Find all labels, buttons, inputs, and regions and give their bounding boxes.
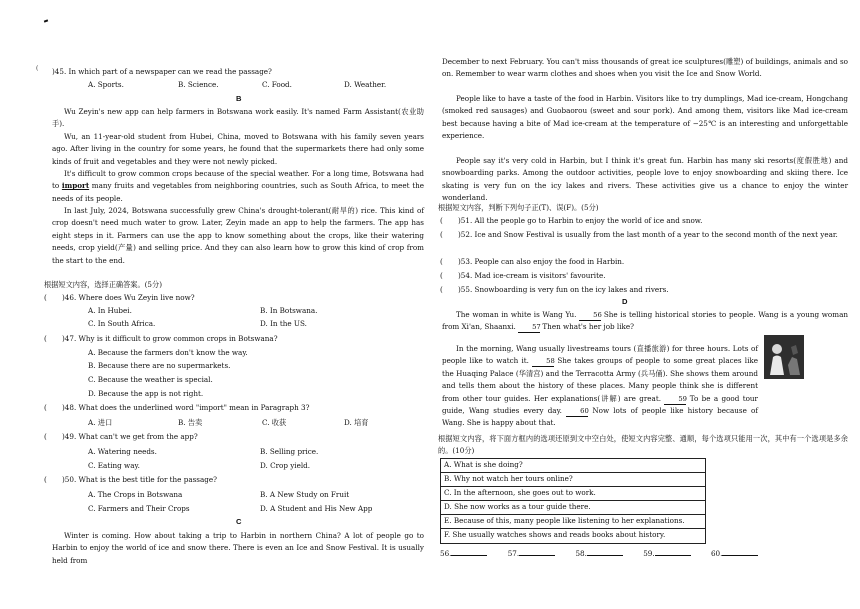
passage-d-para-2: In the morning, Wang usually livestreams tours (直播旅游) for three hours. Lots of people like to watch it. 58 She takes groups of people to some great places like the Huaqing Palace (华清宫) and the Terracotta Army (兵马俑). She shows them around and tells them about the history of these places. Many people think she is different from other tour guides. Her explanations(讲解) are great. 59 To be a good tour guide, Wang studies every day. 60 Now lots of people like history because of Wang. She is happy about that.: [442, 344, 758, 428]
answer-label-57: 57.: [507, 549, 520, 558]
q45-option-b: B. Science.: [178, 80, 219, 89]
passage-c-start: Winter is coming. How about taking a trip to Harbin in northern China? A lot of people go to Harbin to enjoy the world of ice and snow there. There is even an Ice and Snow Festival. It is usually held from: [52, 531, 424, 565]
question-54: )54. Mad ice-cream is visitors' favourite.: [458, 271, 606, 280]
question-48: )48. What does the underlined word "import" mean in Paragraph 3?: [62, 403, 310, 412]
options-box: [440, 458, 706, 544]
margin-paren: (: [36, 65, 39, 72]
passage-b-para-1: Wu Zeyin's new app can help farmers in Botswana work easily. It's named Farm Assistant(农业助手).: [52, 107, 424, 129]
q51-paren: (: [440, 216, 443, 225]
instruction-d: 根据短文内容，将下面方框内的选项还原到文中空白处，使短文内容完整、通顺，每个选项只能用一次，其中有一个选项是多余的。(10分): [438, 434, 848, 456]
q50-option-d: D. A Student and His New App: [260, 504, 373, 513]
q49-option-c: C. Eating way.: [88, 461, 140, 470]
section-b-heading: B: [236, 94, 242, 103]
box-option-b: B. Why not watch her tours online?: [441, 473, 705, 487]
q52-paren: (: [440, 230, 443, 239]
q55-paren: (: [440, 285, 443, 294]
q46-option-c: C. In South Africa.: [88, 319, 156, 328]
blank-60[interactable]: 60: [566, 407, 588, 417]
blank-59[interactable]: 59: [664, 395, 686, 405]
passage-b-para-2: Wu, an 11-year-old student from Hubei, China, moved to Botswana with his family seven years ago. After living in the country for some years, he found that the supermarkets there had only some kinds of fruit and vegetables and they were not newly picked.: [52, 132, 424, 166]
q49-option-a: A. Watering needs.: [88, 447, 157, 456]
q47-option-a: A. Because the farmers don't know the way.: [88, 348, 248, 357]
box-option-e: E. Because of this, many people like listening to her explanations.: [441, 515, 705, 529]
question-52: )52. Ice and Snow Festival is usually from the last month of a year to the second month of the next year.: [458, 230, 838, 239]
answer-blank-56[interactable]: [451, 555, 487, 556]
q48-option-c: C. 收获: [262, 418, 287, 427]
q45-option-c: C. Food.: [262, 80, 292, 89]
question-49: )49. What can't we get from the app?: [62, 432, 198, 441]
answer-blank-60[interactable]: [722, 555, 758, 556]
q46-paren: (: [44, 293, 47, 302]
import-underlined: import: [61, 181, 90, 191]
q47-option-c: C. Because the weather is special.: [88, 375, 213, 384]
passage-b-para-3: It's difficult to grow common crops because of the special weather. For a long time, Botswana had to import many fruits and vegetables from neighboring countries, such as South Africa, to meet the needs of its people.: [52, 169, 424, 203]
q49-option-d: D. Crop yield.: [260, 461, 311, 470]
q50-option-b: B. A New Study on Fruit: [260, 490, 350, 499]
section-d-heading: D: [622, 297, 628, 306]
q47-option-b: B. Because there are no supermarkets.: [88, 361, 231, 370]
answer-line: [440, 548, 758, 560]
answer-label-59: 59.: [643, 549, 655, 558]
q46-option-d: D. In the US.: [260, 319, 307, 328]
q46-option-b: B. In Botswana.: [260, 306, 318, 315]
photo-figure-art: [764, 335, 804, 379]
box-option-c: C. In the afternoon, she goes out to work.: [441, 487, 705, 501]
answer-label-56: 56.: [440, 549, 452, 558]
blank-58[interactable]: 58: [532, 357, 554, 367]
instruction-c: 根据短文内容，判断下列句子正(T)、误(F)。(5分): [438, 203, 599, 212]
q45-option-d: D. Weather.: [344, 80, 387, 89]
question-53: )53. People can also enjoy the food in Harbin.: [458, 257, 625, 266]
tour-guide-photo: [764, 335, 804, 379]
right-column: [434, 0, 860, 609]
q50-option-a: A. The Crops in Botswana: [88, 490, 183, 499]
question-47: )47. Why is it difficult to grow common crops in Botswana?: [62, 334, 278, 343]
q50-paren: (: [44, 475, 47, 484]
passage-c-para-2: People like to have a taste of the food in Harbin. Visitors like to try dumplings, Mad ice-cream, Hongchang (smoked red sausages) and Guobaorou (sweet and sour pork). And among them, visitors like Mad ice-cream best because having a bite of Mad ice-cream at the temperature of −25℃ is an interesting and unforgettable experience.: [442, 94, 848, 141]
q50-option-c: C. Farmers and Their Crops: [88, 504, 190, 513]
answer-blank-58[interactable]: [587, 555, 623, 556]
blank-57[interactable]: 57: [518, 323, 540, 333]
q48-option-a: A. 进口: [88, 418, 113, 427]
box-option-f: F. She usually watches shows and reads books about history.: [444, 530, 666, 539]
q47-option-d: D. Because the app is not right.: [88, 389, 204, 398]
q45-option-a: A. Sports.: [88, 80, 124, 89]
blank-56[interactable]: 56: [579, 311, 601, 321]
section-c-heading: C: [236, 517, 242, 526]
question-45: )45. In which part of a newspaper can we read the passage?: [52, 67, 272, 76]
q49-option-b: B. Selling price.: [260, 447, 319, 456]
passage-c-para-3: People say it's very cold in Harbin, but I think it's great fun. Harbin has many ski resorts(度假胜地) and snowboarding parks. Among the outdoor activities, people love to enjoy snowboarding and skiing there. Ice skating is very fun on the icy lakes and rivers. These activities give us a chance to enjoy the winter wonderland.: [442, 156, 848, 203]
q48-option-d: D. 培育: [344, 418, 369, 427]
q54-paren: (: [440, 271, 443, 280]
passage-c-para-1: December to next February. You can't miss thousands of great ice sculptures(雕塑) of buildings, animals and so on. Remember to wear warm clothes and shoes when you visit the Ice and Snow World.: [442, 57, 848, 79]
box-option-a: A. What is she doing?: [441, 459, 705, 473]
passage-d-para-1: The woman in white is Wang Yu. 56 She is telling historical stories to people. Wang is a young woman from Xi'an, Shaanxi. 57 Then what's her job like?: [442, 310, 848, 332]
answer-blank-57[interactable]: [519, 555, 555, 556]
answer-label-58: 58.: [575, 549, 587, 558]
q46-option-a: A. In Hubei.: [88, 306, 132, 315]
q48-option-b: B. 告卖: [178, 418, 203, 427]
box-option-d: D. She now works as a tour guide there.: [441, 501, 705, 515]
q49-paren: (: [44, 432, 47, 441]
q53-paren: (: [440, 257, 443, 266]
q47-paren: (: [44, 334, 47, 343]
instruction-b: 根据短文内容，选择正确答案。(5分): [44, 280, 162, 289]
left-column: [0, 0, 424, 609]
question-50: )50. What is the best title for the passage?: [62, 475, 217, 484]
question-46: )46. Where does Wu Zeyin live now?: [62, 293, 195, 302]
question-55: )55. Snowboarding is very fun on the icy lakes and rivers.: [458, 285, 669, 294]
passage-b-para-4: In last July, 2024, Botswana successfully grew China's drought-tolerant(耐旱的) rice. This kind of crop doesn't need much water to grow. Later, Zeyin made an app to help the farmers. The app has eight steps in it. Farmers can use the app to know something about the crops, like their watering needs, crop yield(产量) and selling price. And they can also learn how to grow this kind of crop from the start to the end.: [52, 206, 424, 265]
question-51: )51. All the people go to Harbin to enjoy the world of ice and snow.: [458, 216, 703, 225]
answer-blank-59[interactable]: [655, 555, 691, 556]
q48-paren: (: [44, 403, 47, 412]
answer-label-60: 60.: [710, 549, 723, 558]
